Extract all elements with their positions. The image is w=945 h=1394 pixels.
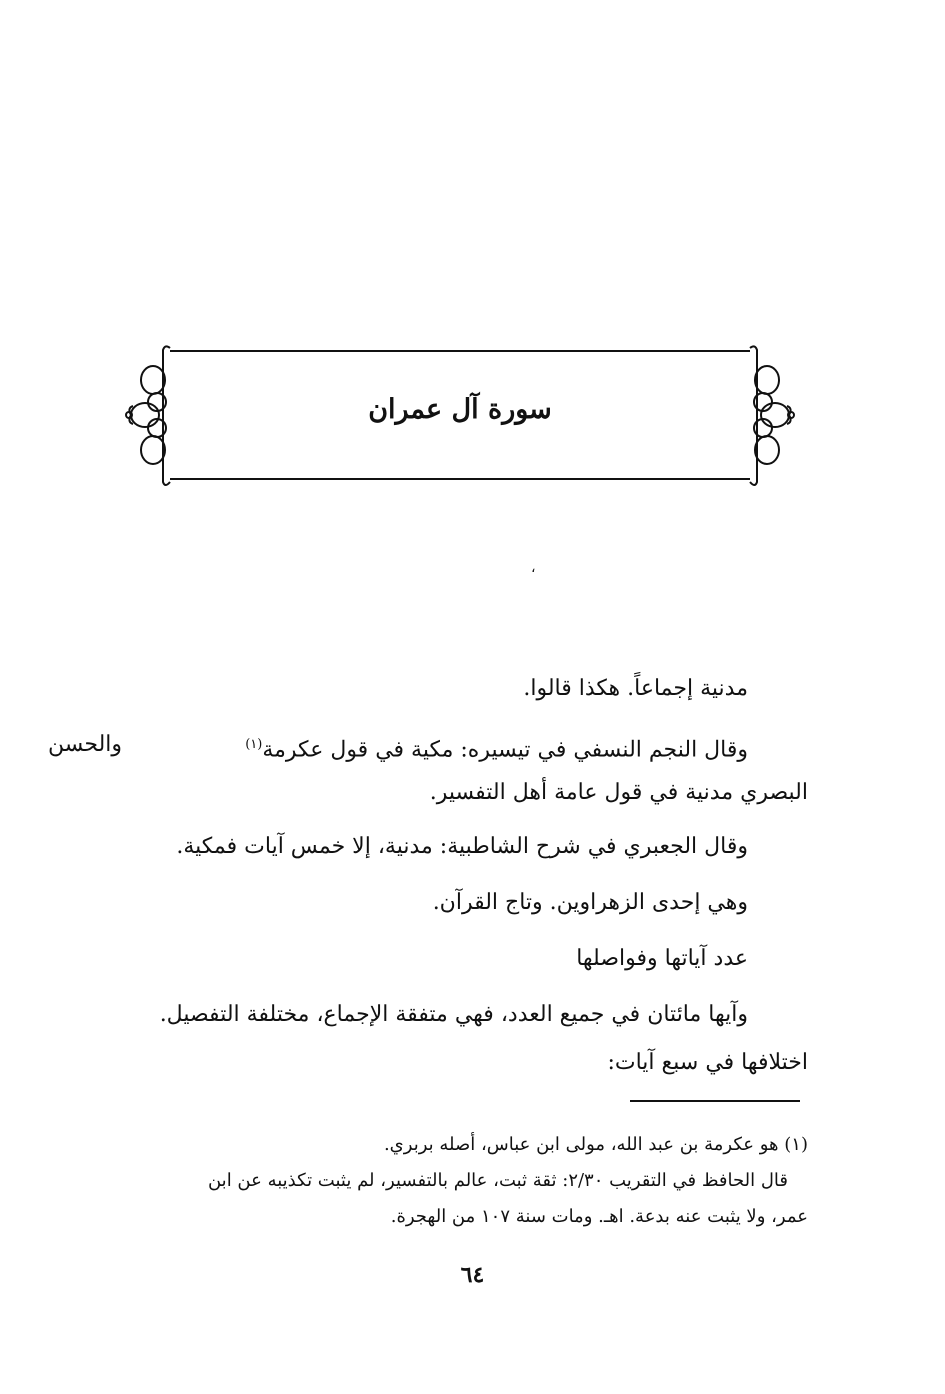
- body-line-2-text: وقال النجم النسفي في تيسيره: مكية في قول عكرمة: [262, 737, 748, 763]
- page-number: ٦٤: [460, 1262, 485, 1288]
- body-line-1: مدنية إجماعاً. هكذا قالوا.: [523, 676, 748, 701]
- body-line-4: وقال الجعبري في شرح الشاطبية: مدنية، إلا خمس آيات فمكية.: [176, 834, 748, 859]
- footnote-ref: (١): [245, 737, 263, 752]
- footnote-line-2: قال الحافظ في التقريب ٢/٣٠: ثقة ثبت، عالم بالتفسير، لم يثبت تكذيبه عن ابن: [207, 1170, 788, 1191]
- footnote-line-3: عمر، ولا يثبت عنه بدعة. اهـ. ومات سنة ١٠٧ من الهجرة.: [390, 1206, 808, 1227]
- body-line-8: اختلافها في سبع آيات:: [607, 1050, 808, 1075]
- frame-top-rule: [170, 350, 750, 352]
- stray-mark: ،: [531, 560, 536, 576]
- footnote-line-1: (١) هو عكرمة بن عبد الله، مولى ابن عباس، أصله بربري.: [383, 1134, 808, 1155]
- body-line-2-end: والحسن: [48, 732, 123, 757]
- footnote-rule: [630, 1100, 800, 1102]
- body-line-2: [48, 724, 808, 771]
- frame-bottom-rule: [170, 478, 750, 480]
- body-line-5: وهي إحدى الزهراوين. وتاج القرآن.: [432, 890, 748, 915]
- surah-title: سورة آل عمران: [368, 394, 552, 425]
- surah-header-frame: [170, 350, 750, 480]
- body-line-3: البصري مدنية في قول عامة أهل التفسير.: [429, 780, 808, 805]
- body-line-7: وآيها مائتان في جميع العدد، فهي متفقة الإجماع، مختلفة التفصيل.: [159, 1002, 748, 1027]
- body-line-6: عدد آياتها وفواصلها: [576, 946, 748, 971]
